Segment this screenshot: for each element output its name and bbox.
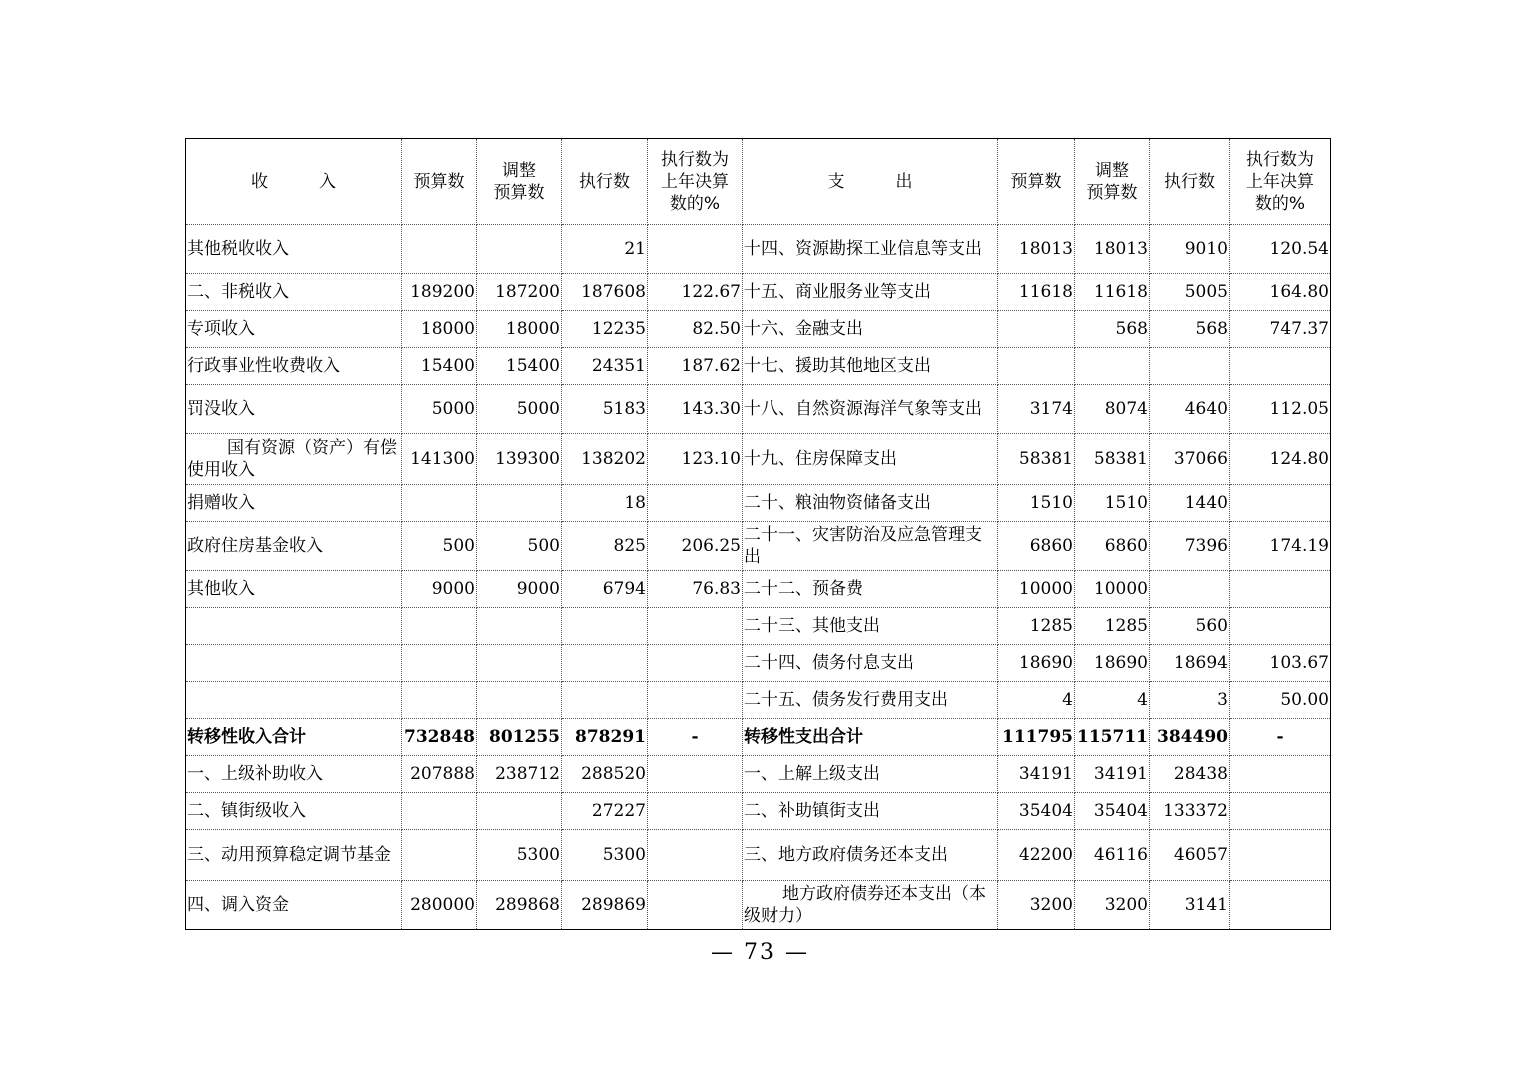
col-expense-executed: 执行数	[1150, 139, 1230, 225]
income-adjusted	[477, 645, 562, 682]
expense-budget: 42200	[998, 830, 1075, 881]
income-budget: 207888	[402, 756, 477, 793]
income-label: 二、非税收入	[186, 274, 402, 311]
income-executed: 138202	[562, 434, 648, 485]
expense-budget: 4	[998, 682, 1075, 719]
income-label: 罚没收入	[186, 385, 402, 434]
income-adjusted: 5300	[477, 830, 562, 881]
expense-adjusted: 568	[1075, 311, 1150, 348]
expense-executed: 9010	[1150, 225, 1230, 274]
col-income-adjusted: 调整 预算数	[477, 139, 562, 225]
income-executed: 18	[562, 485, 648, 522]
table-row	[186, 274, 1331, 311]
table-row	[186, 311, 1331, 348]
expense-label: 十八、自然资源海洋气象等支出	[743, 385, 998, 434]
expense-ratio: 124.80	[1230, 434, 1331, 485]
table-row	[186, 571, 1331, 608]
income-label	[186, 608, 402, 645]
expense-budget: 58381	[998, 434, 1075, 485]
table-row	[186, 348, 1331, 385]
expense-executed: 3141	[1150, 881, 1230, 930]
expense-adjusted: 34191	[1075, 756, 1150, 793]
expense-budget: 3174	[998, 385, 1075, 434]
expense-ratio	[1230, 608, 1331, 645]
table-row	[186, 881, 1331, 930]
expense-executed: 28438	[1150, 756, 1230, 793]
expense-executed: 568	[1150, 311, 1230, 348]
expense-adjusted: 46116	[1075, 830, 1150, 881]
expense-label: 二十二、预备费	[743, 571, 998, 608]
expense-ratio: -	[1230, 719, 1331, 756]
expense-budget: 10000	[998, 571, 1075, 608]
expense-executed: 560	[1150, 608, 1230, 645]
expense-budget: 11618	[998, 274, 1075, 311]
expense-budget: 34191	[998, 756, 1075, 793]
income-ratio	[648, 645, 743, 682]
income-label: 其他收入	[186, 571, 402, 608]
expense-adjusted: 1510	[1075, 485, 1150, 522]
income-budget: 141300	[402, 434, 477, 485]
income-budget: 280000	[402, 881, 477, 930]
income-adjusted: 187200	[477, 274, 562, 311]
expense-ratio: 103.67	[1230, 645, 1331, 682]
income-executed: 12235	[562, 311, 648, 348]
income-label: 国有资源（资产）有偿使用收入	[186, 434, 402, 485]
expense-executed: 4640	[1150, 385, 1230, 434]
income-adjusted	[477, 793, 562, 830]
income-executed: 24351	[562, 348, 648, 385]
income-label: 转移性收入合计	[186, 719, 402, 756]
income-label: 行政事业性收费收入	[186, 348, 402, 385]
expense-budget: 1285	[998, 608, 1075, 645]
expense-adjusted: 18690	[1075, 645, 1150, 682]
expense-adjusted: 1285	[1075, 608, 1150, 645]
income-label: 二、镇街级收入	[186, 793, 402, 830]
income-executed: 27227	[562, 793, 648, 830]
expense-executed: 133372	[1150, 793, 1230, 830]
income-ratio: 187.62	[648, 348, 743, 385]
income-executed	[562, 608, 648, 645]
income-budget	[402, 793, 477, 830]
table-row	[186, 522, 1331, 571]
expense-ratio	[1230, 793, 1331, 830]
income-adjusted: 15400	[477, 348, 562, 385]
expense-budget	[998, 348, 1075, 385]
expense-ratio	[1230, 830, 1331, 881]
page-number: — 73 —	[711, 940, 809, 965]
col-expense-adjusted: 调整 预算数	[1075, 139, 1150, 225]
income-label: 其他税收收入	[186, 225, 402, 274]
income-ratio: 76.83	[648, 571, 743, 608]
income-adjusted: 289868	[477, 881, 562, 930]
expense-executed: 5005	[1150, 274, 1230, 311]
income-ratio	[648, 756, 743, 793]
expense-ratio: 747.37	[1230, 311, 1331, 348]
col-income-ratio: 执行数为 上年决算 数的%	[648, 139, 743, 225]
expense-ratio	[1230, 485, 1331, 522]
expense-budget: 6860	[998, 522, 1075, 571]
income-executed	[562, 645, 648, 682]
expense-ratio: 112.05	[1230, 385, 1331, 434]
table-row	[186, 645, 1331, 682]
income-label: 专项收入	[186, 311, 402, 348]
income-executed: 878291	[562, 719, 648, 756]
income-adjusted: 139300	[477, 434, 562, 485]
budget-table	[185, 138, 1331, 930]
income-label: 捐赠收入	[186, 485, 402, 522]
expense-ratio	[1230, 348, 1331, 385]
expense-label: 二十五、债务发行费用支出	[743, 682, 998, 719]
expense-ratio	[1230, 881, 1331, 930]
income-executed: 6794	[562, 571, 648, 608]
table-row	[186, 485, 1331, 522]
expense-label: 十五、商业服务业等支出	[743, 274, 998, 311]
income-ratio: 123.10	[648, 434, 743, 485]
col-income-executed: 执行数	[562, 139, 648, 225]
income-budget: 189200	[402, 274, 477, 311]
expense-adjusted: 4	[1075, 682, 1150, 719]
income-ratio	[648, 793, 743, 830]
income-adjusted	[477, 485, 562, 522]
income-budget: 9000	[402, 571, 477, 608]
expense-ratio	[1230, 756, 1331, 793]
table-row	[186, 434, 1331, 485]
income-budget	[402, 830, 477, 881]
col-income-budget: 预算数	[402, 139, 477, 225]
table-row	[186, 682, 1331, 719]
expense-ratio: 50.00	[1230, 682, 1331, 719]
expense-adjusted: 8074	[1075, 385, 1150, 434]
col-expense-budget: 预算数	[998, 139, 1075, 225]
income-budget: 18000	[402, 311, 477, 348]
table-row	[186, 385, 1331, 434]
expense-ratio	[1230, 571, 1331, 608]
income-ratio	[648, 485, 743, 522]
income-budget	[402, 225, 477, 274]
income-adjusted: 500	[477, 522, 562, 571]
income-ratio	[648, 830, 743, 881]
expense-label: 十九、住房保障支出	[743, 434, 998, 485]
table-row	[186, 608, 1331, 645]
income-ratio: 82.50	[648, 311, 743, 348]
income-ratio: 206.25	[648, 522, 743, 571]
expense-adjusted: 3200	[1075, 881, 1150, 930]
income-adjusted	[477, 608, 562, 645]
income-budget: 732848	[402, 719, 477, 756]
income-adjusted: 5000	[477, 385, 562, 434]
income-ratio: -	[648, 719, 743, 756]
income-executed: 5300	[562, 830, 648, 881]
expense-ratio: 174.19	[1230, 522, 1331, 571]
expense-label: 十七、援助其他地区支出	[743, 348, 998, 385]
income-executed: 289869	[562, 881, 648, 930]
expense-budget	[998, 311, 1075, 348]
income-executed: 288520	[562, 756, 648, 793]
expense-budget: 1510	[998, 485, 1075, 522]
income-budget	[402, 645, 477, 682]
expense-executed	[1150, 348, 1230, 385]
expense-ratio: 120.54	[1230, 225, 1331, 274]
income-ratio	[648, 608, 743, 645]
income-adjusted: 9000	[477, 571, 562, 608]
expense-budget: 111795	[998, 719, 1075, 756]
expense-label: 二十三、其他支出	[743, 608, 998, 645]
expense-label: 转移性支出合计	[743, 719, 998, 756]
expense-adjusted: 58381	[1075, 434, 1150, 485]
income-budget: 500	[402, 522, 477, 571]
expense-label: 十六、金融支出	[743, 311, 998, 348]
income-label: 四、调入资金	[186, 881, 402, 930]
income-adjusted	[477, 225, 562, 274]
income-adjusted: 238712	[477, 756, 562, 793]
income-adjusted: 18000	[477, 311, 562, 348]
income-executed: 825	[562, 522, 648, 571]
expense-executed: 1440	[1150, 485, 1230, 522]
income-label: 三、动用预算稳定调节基金	[186, 830, 402, 881]
expense-executed: 384490	[1150, 719, 1230, 756]
income-ratio	[648, 225, 743, 274]
expense-budget: 18013	[998, 225, 1075, 274]
table-row	[186, 830, 1331, 881]
expense-adjusted: 35404	[1075, 793, 1150, 830]
income-adjusted: 801255	[477, 719, 562, 756]
income-ratio	[648, 682, 743, 719]
expense-adjusted	[1075, 348, 1150, 385]
income-executed: 187608	[562, 274, 648, 311]
income-executed: 21	[562, 225, 648, 274]
income-ratio: 122.67	[648, 274, 743, 311]
income-budget	[402, 485, 477, 522]
income-label: 一、上级补助收入	[186, 756, 402, 793]
expense-label: 十四、资源勘探工业信息等支出	[743, 225, 998, 274]
income-ratio: 143.30	[648, 385, 743, 434]
income-label	[186, 682, 402, 719]
header-row	[186, 139, 1331, 225]
expense-label: 地方政府债券还本支出（本级财力）	[743, 881, 998, 930]
table-row	[186, 225, 1331, 274]
col-expense: 支 出	[743, 139, 998, 225]
income-budget: 15400	[402, 348, 477, 385]
expense-executed: 7396	[1150, 522, 1230, 571]
income-executed: 5183	[562, 385, 648, 434]
income-budget	[402, 608, 477, 645]
income-budget: 5000	[402, 385, 477, 434]
expense-label: 一、上解上级支出	[743, 756, 998, 793]
expense-adjusted: 115711	[1075, 719, 1150, 756]
expense-label: 二十一、灾害防治及应急管理支出	[743, 522, 998, 571]
expense-budget: 35404	[998, 793, 1075, 830]
expense-executed	[1150, 571, 1230, 608]
expense-executed: 18694	[1150, 645, 1230, 682]
income-budget	[402, 682, 477, 719]
expense-adjusted: 18013	[1075, 225, 1150, 274]
expense-adjusted: 6860	[1075, 522, 1150, 571]
expense-ratio: 164.80	[1230, 274, 1331, 311]
expense-label: 二十、粮油物资储备支出	[743, 485, 998, 522]
income-label: 政府住房基金收入	[186, 522, 402, 571]
col-income: 收 入	[186, 139, 402, 225]
expense-label: 二、补助镇街支出	[743, 793, 998, 830]
expense-executed: 46057	[1150, 830, 1230, 881]
expense-adjusted: 11618	[1075, 274, 1150, 311]
expense-executed: 37066	[1150, 434, 1230, 485]
col-expense-ratio: 执行数为 上年决算 数的%	[1230, 139, 1331, 225]
income-label	[186, 645, 402, 682]
table-row	[186, 793, 1331, 830]
table-row	[186, 756, 1331, 793]
expense-label: 三、地方政府债务还本支出	[743, 830, 998, 881]
income-adjusted	[477, 682, 562, 719]
expense-budget: 18690	[998, 645, 1075, 682]
table-row-total	[186, 719, 1331, 756]
expense-budget: 3200	[998, 881, 1075, 930]
income-executed	[562, 682, 648, 719]
income-ratio	[648, 881, 743, 930]
expense-label: 二十四、债务付息支出	[743, 645, 998, 682]
expense-executed: 3	[1150, 682, 1230, 719]
expense-adjusted: 10000	[1075, 571, 1150, 608]
